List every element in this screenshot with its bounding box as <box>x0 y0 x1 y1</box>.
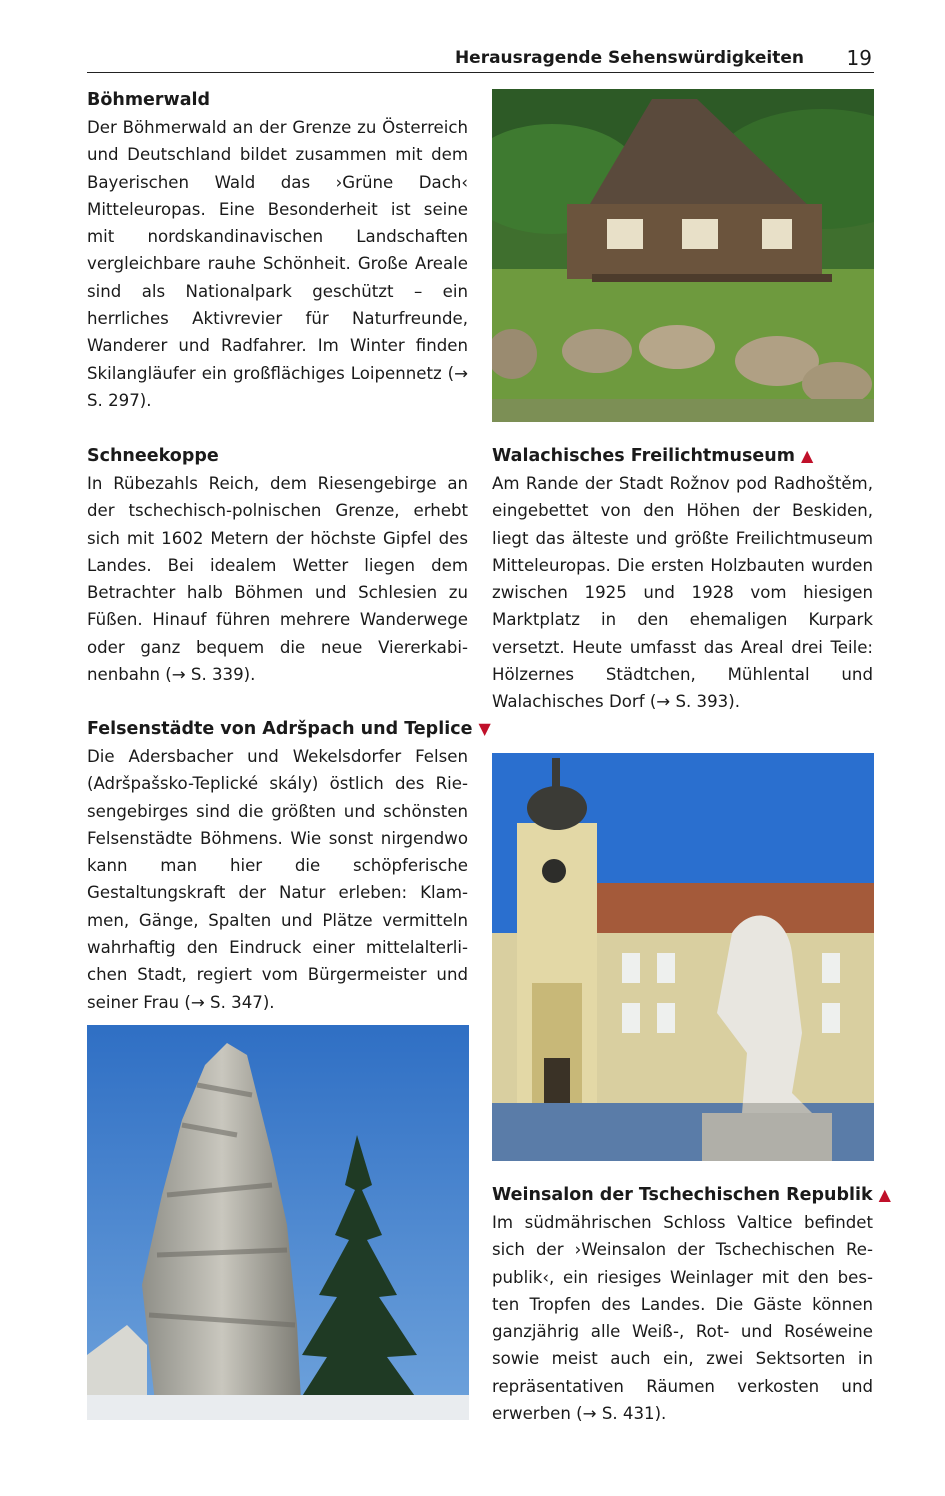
entry-title-row <box>87 715 491 743</box>
entry-text: Die Adersbacher und Wekelsdorfer Felsen (Adršpašsko-Teplické skály) östlich des Riesengebirges sind die größten und schönsten Felsenstädte Böhmens. Wie sonst nirgendwo kann man hier die schöpferische Gestaltungskraft der Natur erleben: Klammen, Gänge, Spalten und Plätze vermitteln wahrhaftig den Eindruck einer mittelalterlichen Stadt, regiert vom Bürgermeister und seiner Frau (→ S. 347). <box>87 747 468 1012</box>
entry-text: Am Rande der Stadt Rožnov pod Radhoštěm, eingebettet von den Höhen der Beskiden, liegt das älteste und größte Freilichtmuseum Mitteleuropas. Die ersten Holzbauten wurden zwischen 1925 und 1928 vom hiesigen Marktplatz in den ehemaligen Kurpark versetzt. Heute umfasst das Areal drei Teile: Hölzernes Städtchen, Mühlental und Walachisches Dorf (→ S. 393). <box>492 474 873 712</box>
entry-text: Der Böhmerwald an der Grenze zu Österreich und Deutschland bildet zusammen mit dem Bayerischen Wald das ›Grüne Dach‹ Mitteleuropas. Eine Besonderheit ist seine mit nordskandinavischen Landschaften vergleichbare rauhe Schönheit. Große Areale sind als Nationalpark geschützt – ein herrliches Aktivrevier für Naturfreunde, Wanderer und Radfahrer. Im Winter finden Skilangläufer ein großflächiges Loipennetz (→ S. 297). <box>87 118 468 410</box>
rating-up-marker-icon: ▲ <box>800 446 814 465</box>
entry-boehmerwald <box>87 87 468 414</box>
entry-weinsalon <box>492 1181 891 1427</box>
rating-up-marker-icon: ▲ <box>878 1185 891 1204</box>
entry-walachisches <box>492 442 873 716</box>
entry-text: In Rübezahls Reich, dem Riesengebirge an der tschechisch-polnischen Grenze, erhebt sich mit 1602 Metern der höchste Gipfel des Landes. Bei idealem Wetter liegen dem Betrachter halb Böhmen und Schlesien zu Füßen. Hinauf führen mehrere Wanderwege oder ganz bequem die neue Viererkabinenbahn (→ S. 339). <box>87 474 468 685</box>
rock-towers-photo <box>87 1025 469 1420</box>
entry-felsenstaedte <box>87 715 491 1016</box>
entry-text: Im südmährischen Schloss Valtice befindet sich der ›Weinsalon der Tschechischen Republik‹, ein riesiges Weinlager mit den besten Tropfen des Landes. Die Gäste können ganzjährig alle Weiß-, Rot- und Roséweine sowie meist auch ein, zwei Sektsorten in repräsentativen Räumen verkosten und erwerben (→ S. 431). <box>492 1213 873 1424</box>
entry-title-row <box>492 442 873 470</box>
page-number: 19 <box>846 46 872 70</box>
entry-title: Weinsalon der Tschechischen Republik <box>492 1185 873 1205</box>
entry-title: Schneekoppe <box>87 446 219 466</box>
open-air-museum-photo <box>492 89 874 422</box>
entry-title-row <box>492 1181 891 1209</box>
valtice-castle-photo <box>492 753 874 1161</box>
entry-title: Böhmerwald <box>87 90 211 110</box>
section-title: Herausragende Sehenswürdigkeiten <box>454 48 804 68</box>
entry-title: Walachisches Freilichtmuseum <box>492 446 795 466</box>
rating-down-marker-icon: ▼ <box>478 719 491 738</box>
running-header <box>87 44 874 73</box>
entry-schneekoppe <box>87 443 468 688</box>
entry-title: Felsenstädte von Adršpach und Teplice <box>87 719 473 739</box>
